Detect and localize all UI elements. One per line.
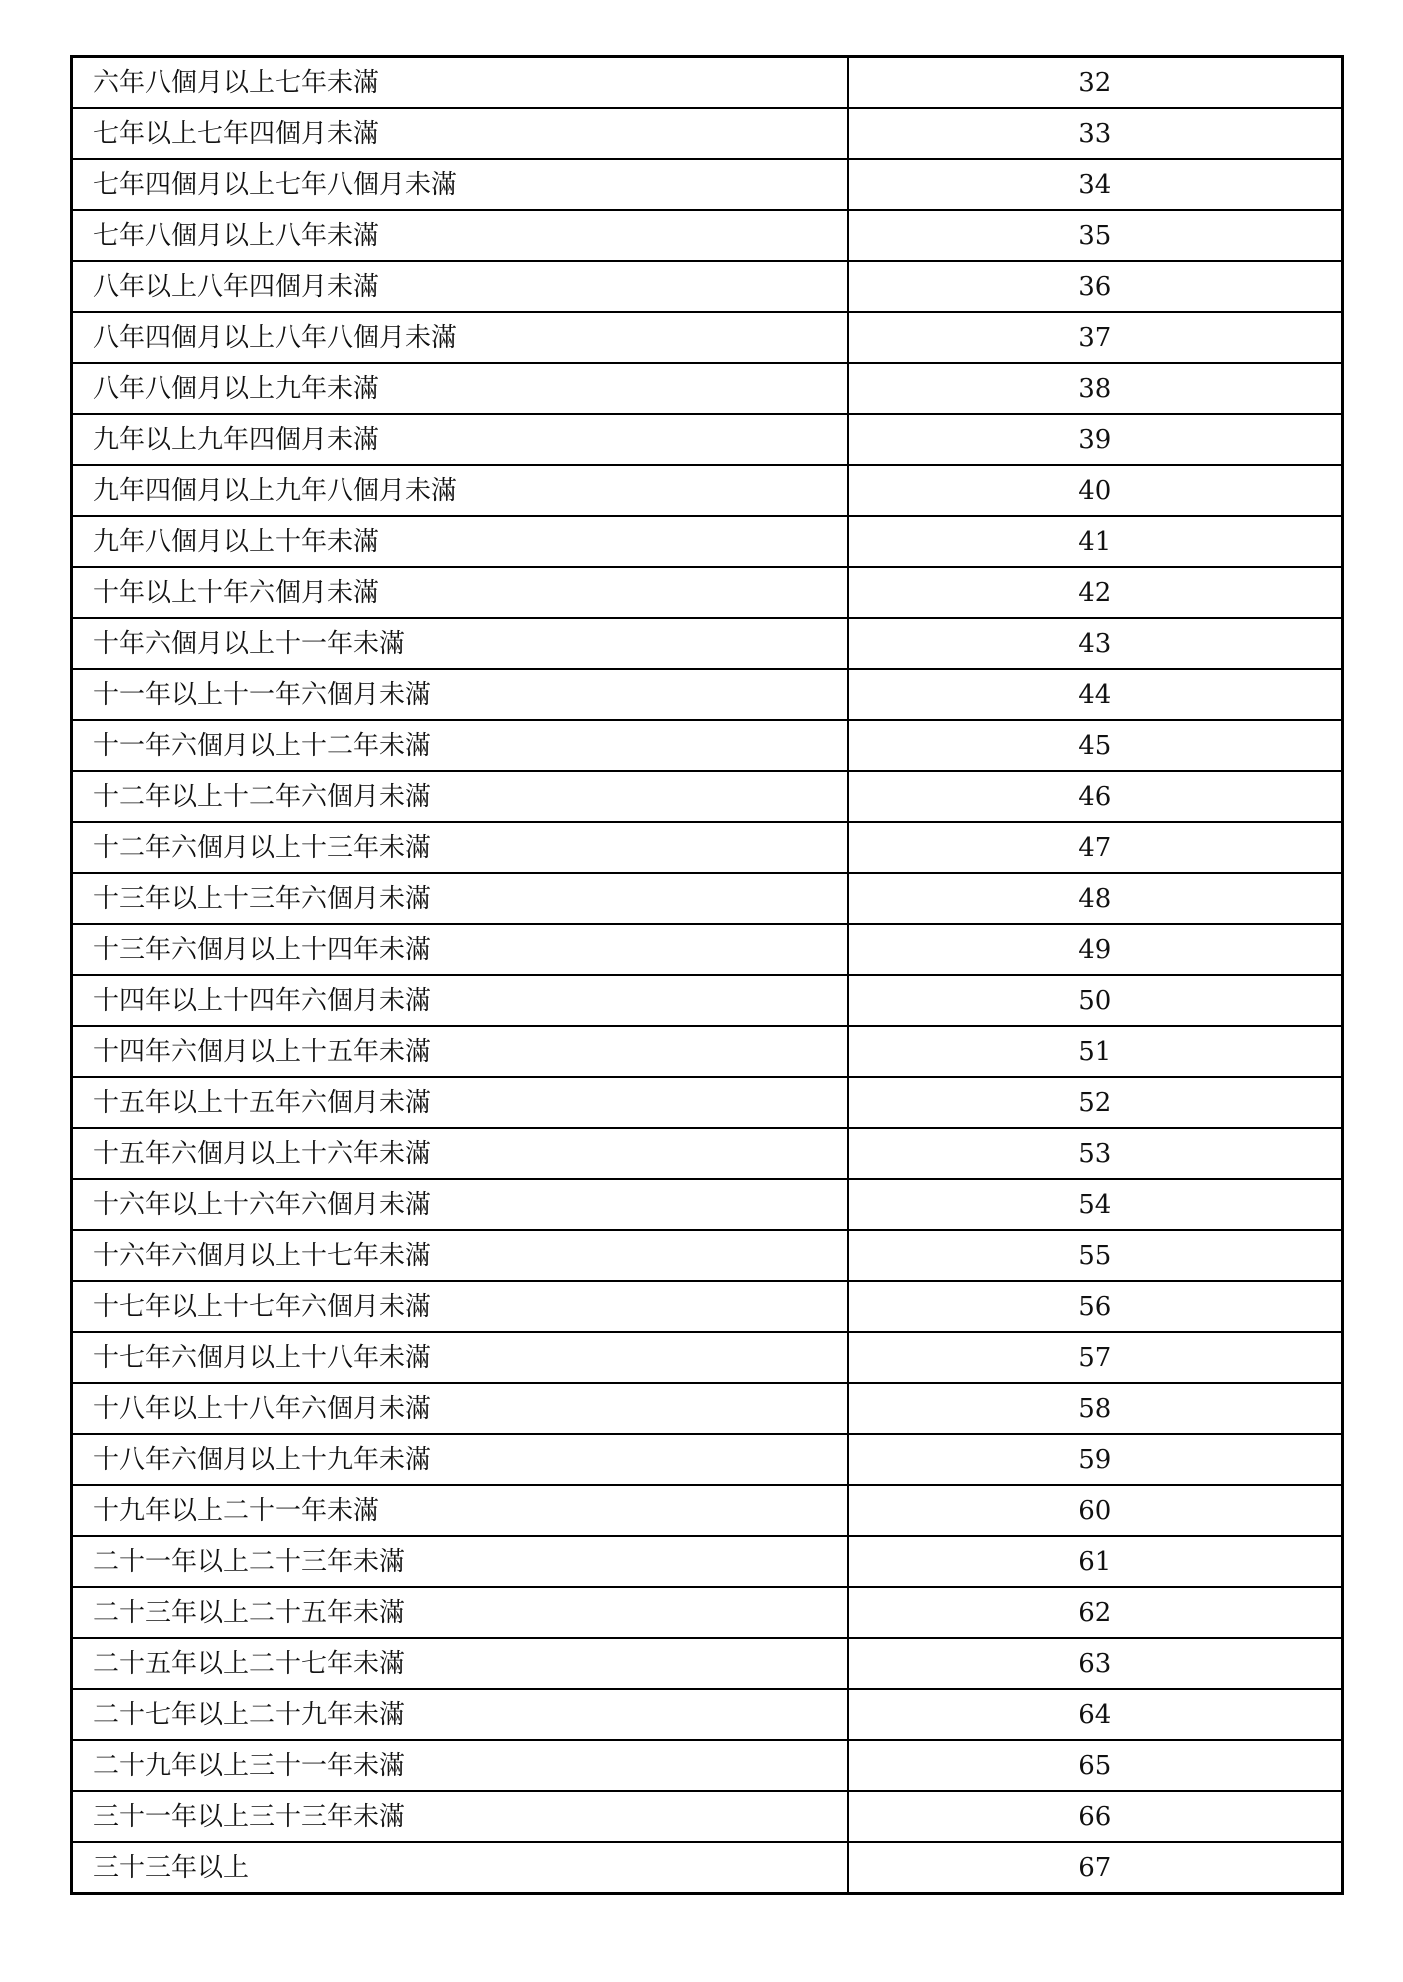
table-row (72, 1077, 1343, 1128)
service-period-cell: 十四年以上十四年六個月未滿 (72, 975, 848, 1026)
service-period-cell: 二十三年以上二十五年未滿 (72, 1587, 848, 1638)
service-period-cell: 十四年六個月以上十五年未滿 (72, 1026, 848, 1077)
table-row (72, 771, 1343, 822)
table-row (72, 618, 1343, 669)
table-row (72, 363, 1343, 414)
table-row (72, 1791, 1343, 1842)
service-period-table (70, 55, 1344, 1895)
value-cell: 61 (848, 1536, 1343, 1587)
value-cell: 55 (848, 1230, 1343, 1281)
value-cell: 37 (848, 312, 1343, 363)
table-row (72, 57, 1343, 109)
table-row (72, 1026, 1343, 1077)
value-cell: 41 (848, 516, 1343, 567)
service-period-cell: 十一年以上十一年六個月未滿 (72, 669, 848, 720)
table-row (72, 924, 1343, 975)
value-cell: 52 (848, 1077, 1343, 1128)
value-cell: 40 (848, 465, 1343, 516)
table-row (72, 1587, 1343, 1638)
table-row (72, 975, 1343, 1026)
value-cell: 43 (848, 618, 1343, 669)
value-cell: 57 (848, 1332, 1343, 1383)
service-period-cell: 十五年六個月以上十六年未滿 (72, 1128, 848, 1179)
table-row (72, 1536, 1343, 1587)
value-cell: 58 (848, 1383, 1343, 1434)
value-cell: 50 (848, 975, 1343, 1026)
table-row (72, 567, 1343, 618)
value-cell: 66 (848, 1791, 1343, 1842)
value-cell: 60 (848, 1485, 1343, 1536)
table-row (72, 159, 1343, 210)
service-period-cell: 十二年以上十二年六個月未滿 (72, 771, 848, 822)
value-cell: 64 (848, 1689, 1343, 1740)
service-period-cell: 二十一年以上二十三年未滿 (72, 1536, 848, 1587)
service-period-cell: 七年以上七年四個月未滿 (72, 108, 848, 159)
table-row (72, 516, 1343, 567)
service-period-cell: 八年四個月以上八年八個月未滿 (72, 312, 848, 363)
table-row (72, 210, 1343, 261)
value-cell: 45 (848, 720, 1343, 771)
value-cell: 42 (848, 567, 1343, 618)
service-period-cell: 九年四個月以上九年八個月未滿 (72, 465, 848, 516)
table-row (72, 1740, 1343, 1791)
table-row (72, 108, 1343, 159)
table-row (72, 1128, 1343, 1179)
service-period-cell: 九年以上九年四個月未滿 (72, 414, 848, 465)
table-row (72, 1434, 1343, 1485)
value-cell: 49 (848, 924, 1343, 975)
value-cell: 35 (848, 210, 1343, 261)
value-cell: 38 (848, 363, 1343, 414)
service-period-cell: 十七年以上十七年六個月未滿 (72, 1281, 848, 1332)
value-cell: 67 (848, 1842, 1343, 1894)
value-cell: 34 (848, 159, 1343, 210)
service-period-cell: 十六年以上十六年六個月未滿 (72, 1179, 848, 1230)
service-period-cell: 七年四個月以上七年八個月未滿 (72, 159, 848, 210)
service-period-cell: 十三年六個月以上十四年未滿 (72, 924, 848, 975)
table-row (72, 1230, 1343, 1281)
value-cell: 32 (848, 57, 1343, 109)
value-cell: 39 (848, 414, 1343, 465)
value-cell: 36 (848, 261, 1343, 312)
service-period-cell: 二十七年以上二十九年未滿 (72, 1689, 848, 1740)
value-cell: 48 (848, 873, 1343, 924)
table-row (72, 465, 1343, 516)
service-period-cell: 六年八個月以上七年未滿 (72, 57, 848, 109)
table-row (72, 261, 1343, 312)
table-row (72, 1689, 1343, 1740)
service-period-cell: 十一年六個月以上十二年未滿 (72, 720, 848, 771)
service-period-cell: 三十一年以上三十三年未滿 (72, 1791, 848, 1842)
table-row (72, 1281, 1343, 1332)
service-period-cell: 十五年以上十五年六個月未滿 (72, 1077, 848, 1128)
service-period-cell: 八年八個月以上九年未滿 (72, 363, 848, 414)
service-period-cell: 十六年六個月以上十七年未滿 (72, 1230, 848, 1281)
service-period-cell: 十二年六個月以上十三年未滿 (72, 822, 848, 873)
table-row (72, 1638, 1343, 1689)
table-body (72, 57, 1343, 1894)
value-cell: 46 (848, 771, 1343, 822)
service-period-cell: 十八年六個月以上十九年未滿 (72, 1434, 848, 1485)
value-cell: 65 (848, 1740, 1343, 1791)
table-row (72, 822, 1343, 873)
service-period-cell: 十年六個月以上十一年未滿 (72, 618, 848, 669)
service-period-cell: 九年八個月以上十年未滿 (72, 516, 848, 567)
table-row (72, 1383, 1343, 1434)
service-period-cell: 十七年六個月以上十八年未滿 (72, 1332, 848, 1383)
service-period-cell: 二十九年以上三十一年未滿 (72, 1740, 848, 1791)
value-cell: 63 (848, 1638, 1343, 1689)
value-cell: 56 (848, 1281, 1343, 1332)
table-row (72, 720, 1343, 771)
value-cell: 62 (848, 1587, 1343, 1638)
service-period-cell: 十三年以上十三年六個月未滿 (72, 873, 848, 924)
table-row (72, 669, 1343, 720)
service-period-cell: 十九年以上二十一年未滿 (72, 1485, 848, 1536)
table-row (72, 1332, 1343, 1383)
value-cell: 51 (848, 1026, 1343, 1077)
table-row (72, 312, 1343, 363)
table-row (72, 1179, 1343, 1230)
table-row (72, 1485, 1343, 1536)
service-period-cell: 二十五年以上二十七年未滿 (72, 1638, 848, 1689)
value-cell: 54 (848, 1179, 1343, 1230)
table-row (72, 1842, 1343, 1894)
service-period-cell: 十年以上十年六個月未滿 (72, 567, 848, 618)
service-period-cell: 十八年以上十八年六個月未滿 (72, 1383, 848, 1434)
service-period-cell: 七年八個月以上八年未滿 (72, 210, 848, 261)
table-row (72, 873, 1343, 924)
value-cell: 47 (848, 822, 1343, 873)
value-cell: 59 (848, 1434, 1343, 1485)
service-period-cell: 八年以上八年四個月未滿 (72, 261, 848, 312)
value-cell: 33 (848, 108, 1343, 159)
value-cell: 53 (848, 1128, 1343, 1179)
table-row (72, 414, 1343, 465)
value-cell: 44 (848, 669, 1343, 720)
service-period-cell: 三十三年以上 (72, 1842, 848, 1894)
